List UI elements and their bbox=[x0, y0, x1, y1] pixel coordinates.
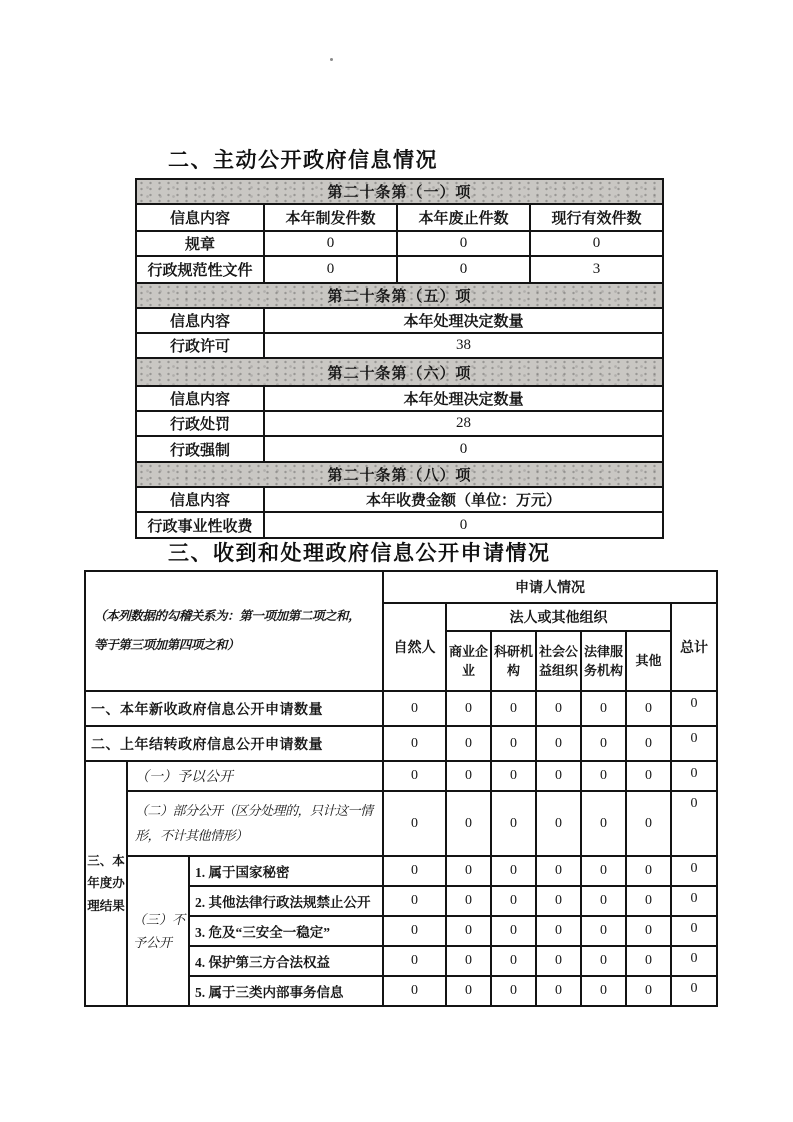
data-cell: 0 bbox=[581, 791, 626, 856]
data-cell: 28 bbox=[264, 411, 663, 436]
header-total: 总计 bbox=[671, 603, 717, 691]
column-header: 信息内容 bbox=[136, 308, 264, 333]
data-cell: 0 bbox=[626, 691, 671, 726]
table-row bbox=[136, 512, 663, 538]
data-cell: 0 bbox=[536, 916, 581, 946]
column-header: 信息内容 bbox=[136, 204, 264, 231]
data-cell: 0 bbox=[491, 791, 536, 856]
header-social-public-org: 社会公益组织 bbox=[536, 631, 581, 691]
table-row bbox=[136, 204, 663, 231]
group-label-line: 三、本 bbox=[87, 853, 125, 868]
data-cell: 0 bbox=[397, 256, 530, 283]
header-natural-person: 自然人 bbox=[383, 603, 446, 691]
scan-speck bbox=[330, 58, 333, 61]
data-cell: 0 bbox=[446, 976, 491, 1006]
total-cell: 0 bbox=[671, 916, 717, 946]
data-cell: 0 bbox=[536, 946, 581, 976]
total-cell: 0 bbox=[671, 946, 717, 976]
table-row bbox=[136, 333, 663, 358]
data-cell: 0 bbox=[491, 976, 536, 1006]
band-article20-item6: 第二十条第（六）项 bbox=[136, 358, 663, 386]
total-cell: 0 bbox=[671, 726, 717, 761]
data-cell: 0 bbox=[536, 761, 581, 791]
result-group-label bbox=[85, 761, 127, 1006]
group-label-line: 理结果 bbox=[87, 898, 125, 913]
column-header: 信息内容 bbox=[136, 487, 264, 512]
row-label: 一、本年新收政府信息公开申请数量 bbox=[85, 691, 383, 726]
table-row bbox=[85, 691, 717, 726]
total-cell: 0 bbox=[671, 976, 717, 1006]
table-row bbox=[136, 462, 663, 487]
group-label-line: 年度办 bbox=[87, 876, 125, 891]
deny-group-label bbox=[127, 856, 189, 1006]
data-cell: 0 bbox=[581, 856, 626, 886]
header-applicant-status: 申请人情况 bbox=[383, 571, 717, 603]
table-row bbox=[136, 487, 663, 512]
column-header: 本年处理决定数量 bbox=[264, 308, 663, 333]
partial-label-line: （二）部分公开（区分处理的，只计这一情 bbox=[135, 803, 373, 819]
data-cell: 0 bbox=[626, 886, 671, 916]
data-cell: 0 bbox=[491, 726, 536, 761]
data-cell: 0 bbox=[530, 231, 663, 256]
data-cell: 0 bbox=[383, 791, 446, 856]
data-cell: 0 bbox=[491, 761, 536, 791]
data-cell: 0 bbox=[264, 231, 397, 256]
data-cell: 0 bbox=[383, 761, 446, 791]
row-label: 行政许可 bbox=[136, 333, 264, 358]
row-label: 1. 属于国家秘密 bbox=[189, 856, 383, 886]
data-cell: 0 bbox=[581, 946, 626, 976]
note-line-2: 等于第三项加第四项之和） bbox=[94, 638, 240, 652]
data-cell: 0 bbox=[491, 946, 536, 976]
table-row bbox=[85, 726, 717, 761]
band-article20-item8: 第二十条第（八）项 bbox=[136, 462, 663, 487]
data-cell: 0 bbox=[536, 791, 581, 856]
reconciliation-note bbox=[85, 571, 383, 691]
total-cell: 0 bbox=[671, 691, 717, 726]
data-cell: 0 bbox=[383, 726, 446, 761]
data-cell: 0 bbox=[446, 726, 491, 761]
row-label: 行政处罚 bbox=[136, 411, 264, 436]
header-legal-service-org: 法律服务机构 bbox=[581, 631, 626, 691]
data-cell: 0 bbox=[446, 761, 491, 791]
table-row bbox=[136, 411, 663, 436]
band-article20-item5: 第二十条第（五）项 bbox=[136, 283, 663, 308]
row-label: 行政强制 bbox=[136, 436, 264, 462]
data-cell: 0 bbox=[491, 856, 536, 886]
row-label: 5. 属于三类内部事务信息 bbox=[189, 976, 383, 1006]
row-label: 行政规范性文件 bbox=[136, 256, 264, 283]
data-cell: 0 bbox=[581, 916, 626, 946]
table-row bbox=[85, 761, 717, 791]
data-cell: 0 bbox=[536, 886, 581, 916]
data-cell: 0 bbox=[264, 256, 397, 283]
data-cell: 0 bbox=[491, 691, 536, 726]
data-cell: 0 bbox=[626, 856, 671, 886]
header-other: 其他 bbox=[626, 631, 671, 691]
row-label: 3. 危及“三安全一稳定” bbox=[189, 916, 383, 946]
data-cell: 0 bbox=[581, 886, 626, 916]
column-header: 本年收费金额（单位：万元） bbox=[264, 487, 663, 512]
data-cell: 0 bbox=[581, 976, 626, 1006]
data-cell: 0 bbox=[264, 436, 663, 462]
total-cell: 0 bbox=[671, 761, 717, 791]
data-cell: 0 bbox=[491, 916, 536, 946]
section3-heading: 三、收到和处理政府信息公开申请情况 bbox=[168, 542, 551, 565]
band-article20-item1: 第二十条第（一）项 bbox=[136, 179, 663, 204]
data-cell: 0 bbox=[536, 726, 581, 761]
data-cell: 0 bbox=[446, 856, 491, 886]
section2-heading: 二、主动公开政府信息情况 bbox=[168, 149, 438, 172]
partial-label-line: 形，不计其他情形） bbox=[135, 827, 248, 843]
total-cell: 0 bbox=[671, 791, 717, 856]
data-cell: 0 bbox=[626, 946, 671, 976]
data-cell: 0 bbox=[491, 886, 536, 916]
table-row bbox=[85, 856, 717, 886]
header-legal-org: 法人或其他组织 bbox=[446, 603, 671, 631]
table-row bbox=[136, 256, 663, 283]
table-row bbox=[136, 358, 663, 386]
column-header: 本年处理决定数量 bbox=[264, 386, 663, 411]
row-label: （一）予以公开 bbox=[127, 761, 383, 791]
data-cell: 0 bbox=[626, 761, 671, 791]
column-header: 本年废止件数 bbox=[397, 204, 530, 231]
data-cell: 0 bbox=[626, 916, 671, 946]
total-cell: 0 bbox=[671, 856, 717, 886]
table-row bbox=[136, 386, 663, 411]
data-cell: 0 bbox=[536, 976, 581, 1006]
data-cell: 0 bbox=[446, 916, 491, 946]
row-label: 2. 其他法律行政法规禁止公开 bbox=[189, 886, 383, 916]
data-cell: 0 bbox=[383, 916, 446, 946]
data-cell: 0 bbox=[383, 691, 446, 726]
column-header: 本年制发件数 bbox=[264, 204, 397, 231]
data-cell: 0 bbox=[446, 691, 491, 726]
data-cell: 0 bbox=[581, 691, 626, 726]
data-cell: 0 bbox=[264, 512, 663, 538]
deny-label-line: 予公开 bbox=[133, 935, 173, 950]
data-cell: 0 bbox=[383, 976, 446, 1006]
proactive-disclosure-table bbox=[135, 178, 664, 539]
deny-label-line: （三）不 bbox=[133, 911, 186, 927]
row-label: 二、上年结转政府信息公开申请数量 bbox=[85, 726, 383, 761]
total-cell: 0 bbox=[671, 886, 717, 916]
data-cell: 0 bbox=[397, 231, 530, 256]
column-header: 信息内容 bbox=[136, 386, 264, 411]
table-row bbox=[85, 791, 717, 856]
table-row bbox=[136, 179, 663, 204]
note-line-1: （本列数据的勾稽关系为：第一项加第二项之和， bbox=[94, 609, 361, 624]
table-row bbox=[136, 436, 663, 462]
data-cell: 0 bbox=[536, 691, 581, 726]
data-cell: 0 bbox=[446, 886, 491, 916]
row-label: 规章 bbox=[136, 231, 264, 256]
header-commercial-enterprise: 商业企业 bbox=[446, 631, 491, 691]
data-cell: 0 bbox=[446, 946, 491, 976]
row-label: 4. 保护第三方合法权益 bbox=[189, 946, 383, 976]
data-cell: 0 bbox=[383, 946, 446, 976]
applications-table bbox=[84, 570, 718, 1007]
data-cell: 0 bbox=[626, 791, 671, 856]
data-cell: 3 bbox=[530, 256, 663, 283]
table-row bbox=[85, 571, 717, 603]
data-cell: 0 bbox=[536, 856, 581, 886]
data-cell: 0 bbox=[383, 886, 446, 916]
row-label: 行政事业性收费 bbox=[136, 512, 264, 538]
data-cell: 0 bbox=[446, 791, 491, 856]
data-cell: 0 bbox=[626, 976, 671, 1006]
table-row bbox=[136, 308, 663, 333]
table-row bbox=[136, 283, 663, 308]
table-row bbox=[136, 231, 663, 256]
data-cell: 0 bbox=[581, 761, 626, 791]
data-cell: 38 bbox=[264, 333, 663, 358]
data-cell: 0 bbox=[626, 726, 671, 761]
column-header: 现行有效件数 bbox=[530, 204, 663, 231]
data-cell: 0 bbox=[383, 856, 446, 886]
row-label bbox=[127, 791, 383, 856]
data-cell: 0 bbox=[581, 726, 626, 761]
header-research-institution: 科研机构 bbox=[491, 631, 536, 691]
